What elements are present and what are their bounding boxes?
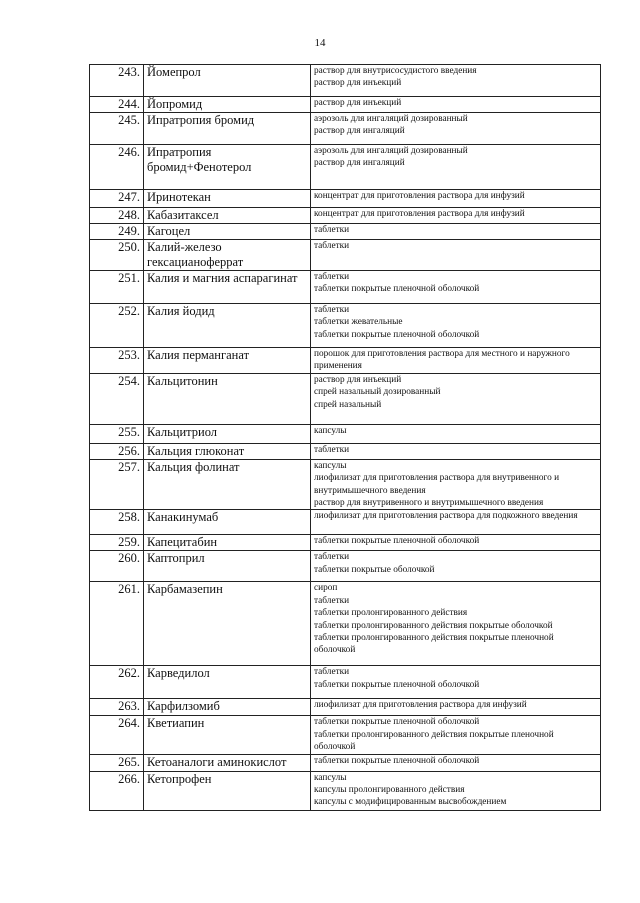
drug-name: Калия йодид xyxy=(144,304,311,348)
dosage-forms xyxy=(311,459,601,510)
dosage-form-item: спрей назальный дозированный xyxy=(314,387,441,398)
drug-name: Иринотекан xyxy=(144,190,311,208)
dosage-form-item: раствор для внутрисосудистого введения xyxy=(314,66,477,76)
row-number: 244. xyxy=(90,97,144,113)
table-row xyxy=(90,510,601,535)
dosage-form-item: раствор для ингаляций xyxy=(314,126,405,137)
dosage-form-item: таблетки покрытые пленочной оболочкой xyxy=(314,284,480,295)
row-number: 254. xyxy=(90,373,144,424)
table-row xyxy=(90,113,601,145)
dosage-form-item: порошок для приготовления раствора для местного и наружного применения xyxy=(314,349,570,372)
drug-name: Йопромид xyxy=(144,97,311,113)
dosage-forms xyxy=(311,208,601,224)
drug-name: Карбамазепин xyxy=(144,582,311,666)
dosage-form-item: аэрозоль для ингаляций дозированный xyxy=(314,114,468,124)
dosage-form-item: спрей назальный xyxy=(314,399,382,410)
dosage-forms xyxy=(311,510,601,535)
dosage-forms xyxy=(311,666,601,699)
dosage-form-item: таблетки xyxy=(314,305,350,315)
table-row xyxy=(90,551,601,582)
dosage-form-item: таблетки xyxy=(314,225,350,235)
drug-name: Кетопрофен xyxy=(144,771,311,810)
drug-name: Калия и магния аспарагинат xyxy=(144,271,311,304)
row-number: 256. xyxy=(90,443,144,459)
dosage-form-item: таблетки xyxy=(314,667,350,678)
dosage-form-item: таблетки xyxy=(314,552,350,563)
drug-name: Карведилол xyxy=(144,666,311,699)
dosage-forms xyxy=(311,190,601,208)
page-number: 14 xyxy=(314,37,326,49)
dosage-form-item: таблетки покрытые пленочной оболочкой xyxy=(314,679,480,690)
dosage-forms xyxy=(311,771,601,810)
drug-name: Кабазитаксел xyxy=(144,208,311,224)
dosage-form-item: лиофилизат для приготовления раствора для подкожного введения xyxy=(314,511,578,522)
dosage-forms xyxy=(311,535,601,551)
row-number: 261. xyxy=(90,582,144,666)
dosage-forms xyxy=(311,443,601,459)
table-row xyxy=(90,240,601,271)
dosage-form-item: лиофилизат для приготовления раствора для инфузий xyxy=(314,700,527,711)
dosage-form-item: таблетки покрытые пленочной оболочкой xyxy=(314,717,480,728)
table-row xyxy=(90,582,601,666)
table-row xyxy=(90,190,601,208)
dosage-form-item: таблетки пролонгированного действия xyxy=(314,608,468,619)
drug-name: Ипратропия бромид+Фенотерол xyxy=(144,145,311,190)
dosage-form-item: таблетки покрытые пленочной оболочкой xyxy=(314,755,480,766)
drug-name: Кальцитриол xyxy=(144,424,311,443)
dosage-forms xyxy=(311,699,601,716)
dosage-form-item: раствор для инъекций xyxy=(314,78,402,89)
drug-name: Кальция глюконат xyxy=(144,443,311,459)
table-row xyxy=(90,97,601,113)
row-number: 266. xyxy=(90,771,144,810)
dosage-form-item: раствор для инъекций xyxy=(314,374,402,385)
dosage-forms xyxy=(311,113,601,145)
table-row xyxy=(90,224,601,240)
dosage-forms xyxy=(311,348,601,374)
dosage-form-item: таблетки xyxy=(314,595,350,606)
dosage-form-item: таблетки пролонгированного действия покрытые пленочной оболочкой xyxy=(314,729,554,753)
row-number: 247. xyxy=(90,190,144,208)
dosage-forms xyxy=(311,97,601,113)
row-number: 257. xyxy=(90,459,144,510)
dosage-form-item: капсулы пролонгированного действия xyxy=(314,785,465,796)
table-row xyxy=(90,716,601,754)
dosage-forms xyxy=(311,224,601,240)
dosage-form-item: капсулы с модифицированным высвобождением xyxy=(314,797,507,808)
row-number: 258. xyxy=(90,510,144,535)
dosage-forms xyxy=(311,582,601,666)
dosage-form-item: таблетки xyxy=(314,272,350,282)
row-number: 260. xyxy=(90,551,144,582)
table-row xyxy=(90,754,601,771)
row-number: 245. xyxy=(90,113,144,145)
table-row xyxy=(90,443,601,459)
dosage-form-item: капсулы xyxy=(314,425,347,436)
dosage-form-item: раствор для внутривенного и внутримышечного введения xyxy=(314,498,544,509)
drug-name: Калий-железо гексацианоферрат xyxy=(144,240,311,271)
table-row xyxy=(90,304,601,348)
dosage-forms xyxy=(311,424,601,443)
dosage-forms xyxy=(311,754,601,771)
row-number: 243. xyxy=(90,65,144,97)
table-row xyxy=(90,65,601,97)
dosage-form-item: раствор для ингаляций xyxy=(314,158,405,169)
row-number: 255. xyxy=(90,424,144,443)
dosage-form-item: таблетки пролонгированного действия покрытые оболочкой xyxy=(314,620,553,631)
drug-name: Кагоцел xyxy=(144,224,311,240)
dosage-forms xyxy=(311,271,601,304)
drug-name: Каптоприл xyxy=(144,551,311,582)
row-number: 263. xyxy=(90,699,144,716)
drug-name: Карфилзомиб xyxy=(144,699,311,716)
table-row xyxy=(90,271,601,304)
drug-name: Ипратропия бромид xyxy=(144,113,311,145)
table-row xyxy=(90,459,601,510)
drug-name: Кетоаналоги аминокислот xyxy=(144,754,311,771)
row-number: 265. xyxy=(90,754,144,771)
dosage-form-item: сироп xyxy=(314,583,338,594)
dosage-form-item: капсулы xyxy=(314,460,347,471)
table-row xyxy=(90,348,601,374)
drug-name: Калия перманганат xyxy=(144,348,311,374)
table-row xyxy=(90,771,601,810)
row-number: 248. xyxy=(90,208,144,224)
table-row xyxy=(90,666,601,699)
row-number: 264. xyxy=(90,716,144,754)
dosage-form-item: таблетки пролонгированного действия покрытые пленочной оболочкой xyxy=(314,633,554,656)
drug-name: Йомепрол xyxy=(144,65,311,97)
dosage-forms xyxy=(311,65,601,97)
dosage-form-item: таблетки покрытые пленочной оболочкой xyxy=(314,536,480,547)
table-row xyxy=(90,373,601,424)
row-number: 253. xyxy=(90,348,144,374)
drug-name: Канакинумаб xyxy=(144,510,311,535)
row-number: 251. xyxy=(90,271,144,304)
table-row xyxy=(90,208,601,224)
drug-name: Кветиапин xyxy=(144,716,311,754)
dosage-form-item: раствор для инъекций xyxy=(314,98,402,108)
table-row xyxy=(90,535,601,551)
row-number: 246. xyxy=(90,145,144,190)
dosage-forms xyxy=(311,373,601,424)
dosage-form-item: таблетки жевательные xyxy=(314,317,403,328)
dosage-forms xyxy=(311,551,601,582)
drug-name: Кальция фолинат xyxy=(144,459,311,510)
dosage-form-item: концентрат для приготовления раствора для инфузий xyxy=(314,209,525,219)
row-number: 259. xyxy=(90,535,144,551)
dosage-forms xyxy=(311,145,601,190)
dosage-form-item: таблетки xyxy=(314,241,350,251)
dosage-forms xyxy=(311,304,601,348)
row-number: 252. xyxy=(90,304,144,348)
table-row xyxy=(90,145,601,190)
dosage-form-item: аэрозоль для ингаляций дозированный xyxy=(314,146,468,156)
dosage-form-item: таблетки xyxy=(314,444,350,455)
dosage-form-item: капсулы xyxy=(314,772,347,783)
dosage-form-item: концентрат для приготовления раствора для инфузий xyxy=(314,191,525,201)
dosage-forms xyxy=(311,716,601,754)
dosage-form-item: таблетки покрытые оболочкой xyxy=(314,564,435,575)
table-row xyxy=(90,699,601,716)
row-number: 262. xyxy=(90,666,144,699)
dosage-form-item: таблетки покрытые пленочной оболочкой xyxy=(314,329,480,340)
dosage-form-item: лиофилизат для приготовления раствора для внутривенного и внутримышечного введения xyxy=(314,473,560,496)
dosage-forms xyxy=(311,240,601,271)
row-number: 250. xyxy=(90,240,144,271)
drug-table-body xyxy=(90,65,601,811)
drug-name: Капецитабин xyxy=(144,535,311,551)
row-number: 249. xyxy=(90,224,144,240)
drug-name: Кальцитонин xyxy=(144,373,311,424)
drug-table xyxy=(89,64,601,811)
table-row xyxy=(90,424,601,443)
